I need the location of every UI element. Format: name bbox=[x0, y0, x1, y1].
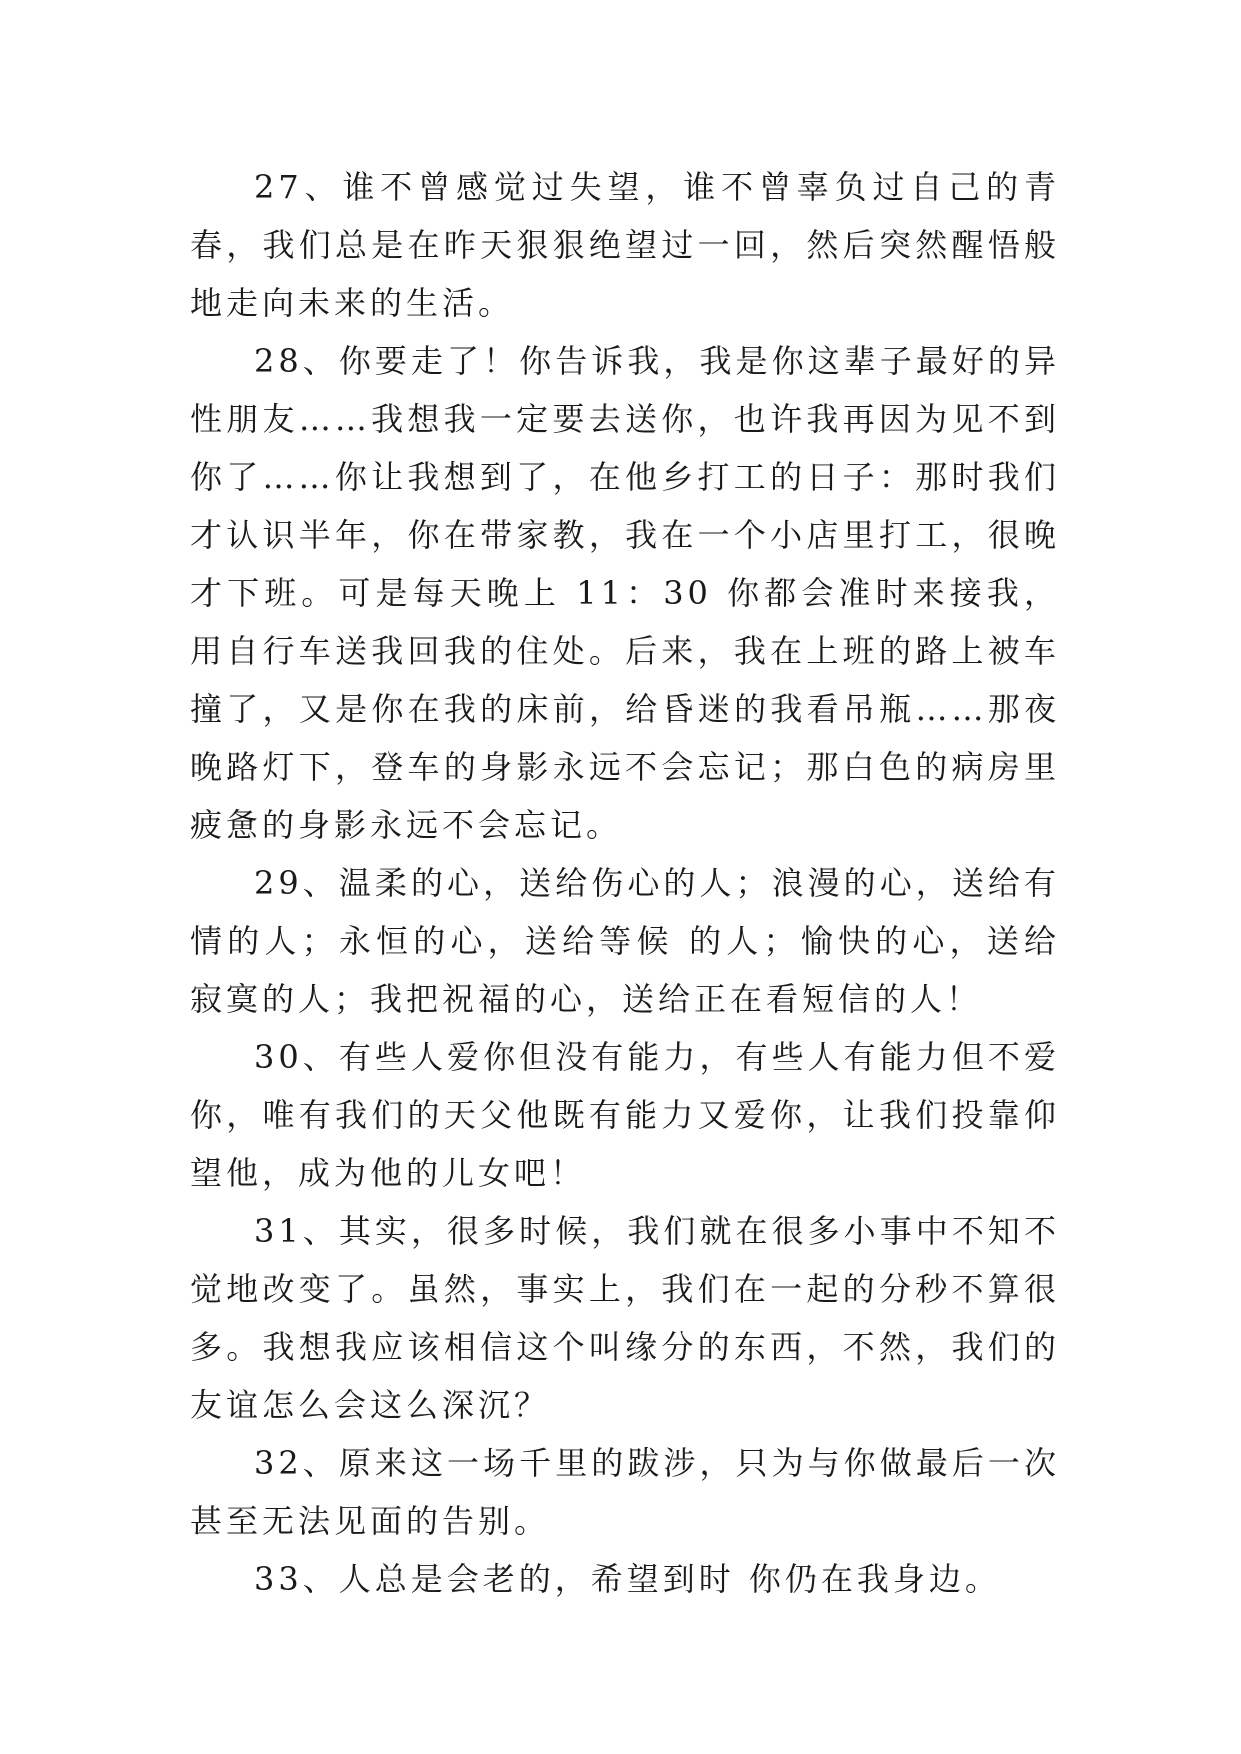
paragraph-28: 28、你要走了！你告诉我，我是你这辈子最好的异性朋友……我想我一定要去送你，也许我再因为见不到你了……你让我想到了，在他乡打工的日子：那时我们才认识半年，你在带家教，我在一个小店里打工，很晚才下班。可是每天晚上 11：30 你都会准时来接我，用自行车送我回我的住处。后来，我在上班的路上被车撞了，又是你在我的床前，给昏迷的我看吊瓶……那夜晚路灯下，登车的身影永远不会忘记；那白色的病房里疲惫的身影永远不会忘记。 bbox=[190, 342, 1060, 844]
paragraph-29: 29、温柔的心，送给伤心的人；浪漫的心，送给有情的人；永恒的心，送给等候 的人；愉快的心，送给寂寞的人；我把祝福的心，送给正在看短信的人！ bbox=[190, 864, 1060, 1018]
paragraph-27: 27、谁不曾感觉过失望，谁不曾辜负过自己的青春，我们总是在昨天狠狠绝望过一回，然后突然醒悟般地走向未来的生活。 bbox=[190, 168, 1060, 322]
document-body bbox=[190, 158, 1060, 1608]
paragraph-31: 31、其实，很多时候，我们就在很多小事中不知不觉地改变了。虽然，事实上，我们在一起的分秒不算很多。我想我应该相信这个叫缘分的东西，不然，我们的友谊怎么会这么深沉？ bbox=[190, 1212, 1060, 1424]
paragraph-30: 30、有些人爱你但没有能力，有些人有能力但不爱你，唯有我们的天父他既有能力又爱你，让我们投靠仰望他，成为他的儿女吧！ bbox=[190, 1038, 1060, 1192]
paragraph-33: 33、人总是会老的，希望到时 你仍在我身边。 bbox=[254, 1560, 1001, 1598]
paragraph-32: 32、原来这一场千里的跋涉，只为与你做最后一次甚至无法见面的告别。 bbox=[190, 1444, 1060, 1540]
